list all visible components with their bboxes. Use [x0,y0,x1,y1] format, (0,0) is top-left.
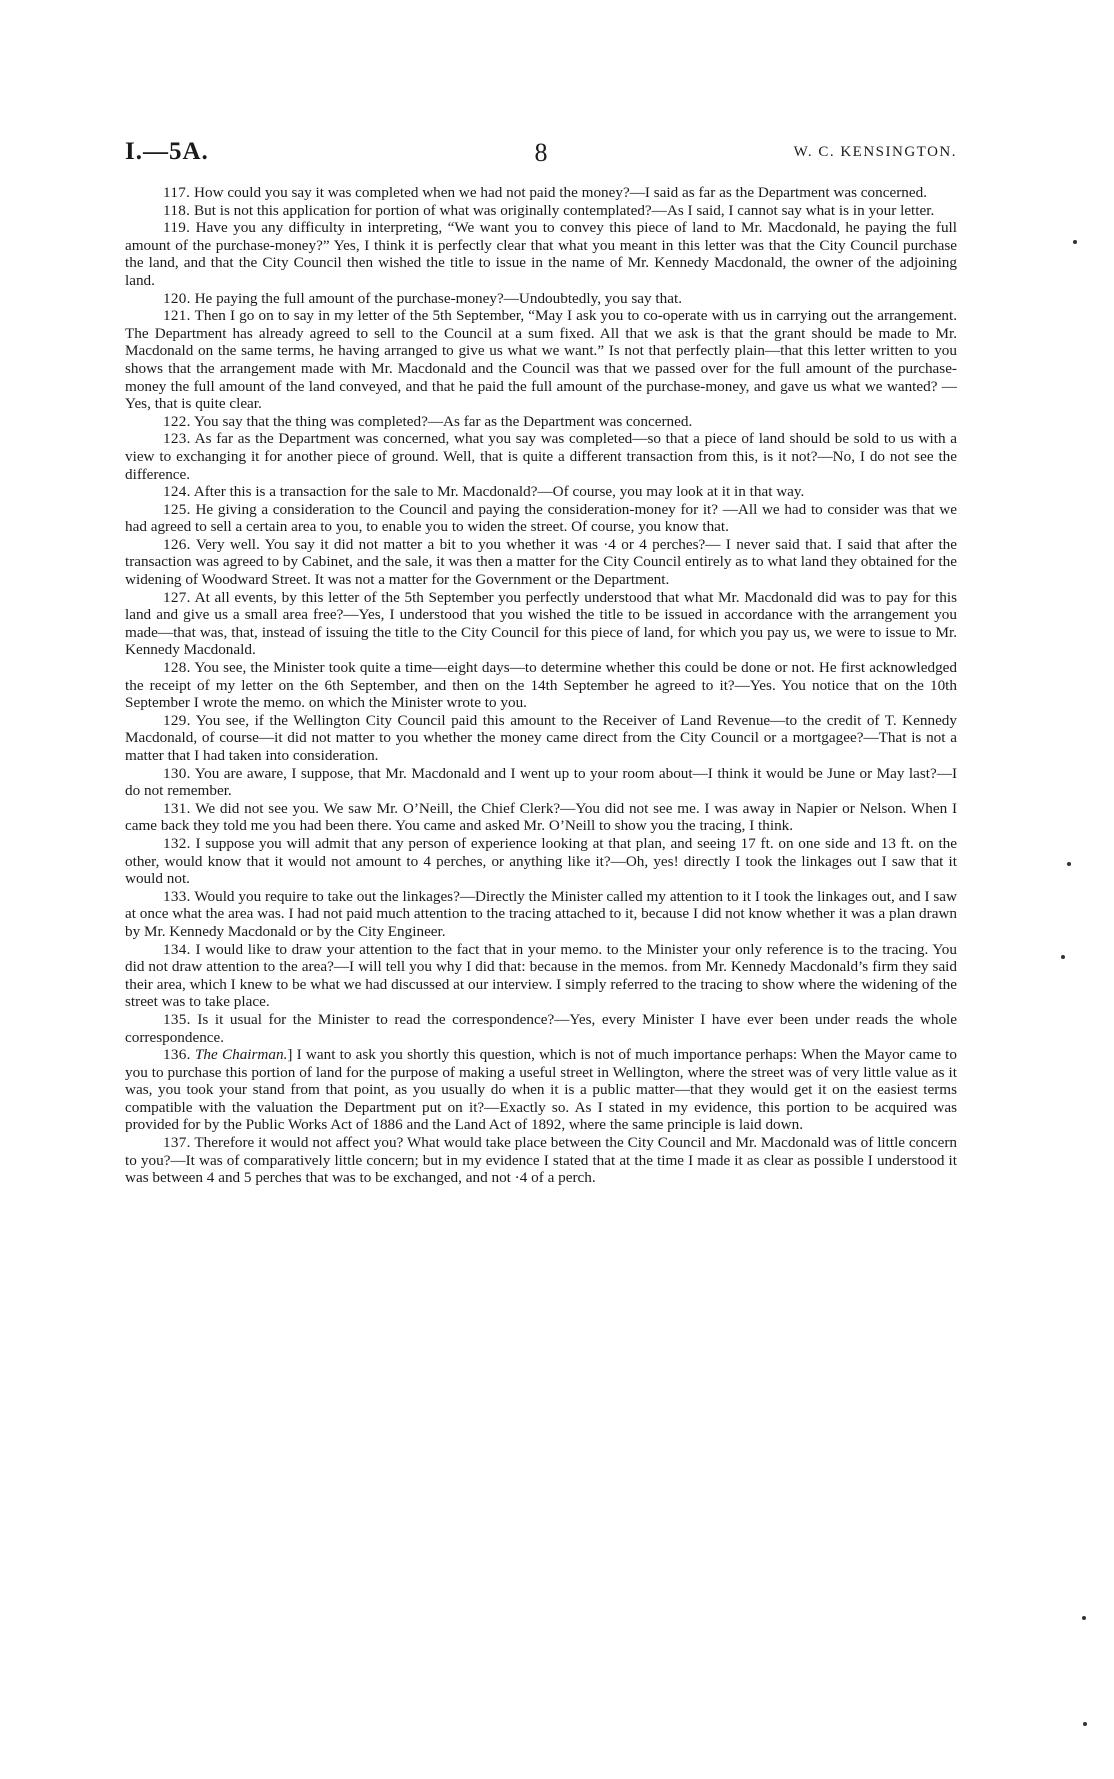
paragraph-text: He giving a consideration to the Council and paying the consideration-money for it? —All we had to consider was that we had agreed to sell a certain area to you, to enable you to widen the street. Of course, you know that. [125,500,958,536]
paragraph-number: 124. [163,483,191,501]
paragraph-number: 126. [163,535,191,553]
paragraph-number: 118. [163,201,191,219]
paragraph-text: I suppose you will admit that any person of experience looking at that plan, and seeing 17 ft. on one side and 13 ft. on the other, would know that it would not amount to 4 perches, or anything like it?—Oh, yes! directly I took the linkages out I saw that it would not. [125,834,957,888]
paragraph-number: 131. [163,799,191,817]
witness-name: W. C. KENSINGTON. [793,144,957,160]
paragraph-number: 134. [163,940,191,958]
paragraph-text: At all events, by this letter of the 5th September you perfectly understood that what Mr. Macdonald did was to pay for this land and give us a small area free?—Yes, I understood that you wished the title to be issued in accordance with the arrangement you made—that was, that, instead of issuing the title to the City Council for this piece of land, for which you pay us, we were to issue to Mr. Kennedy Macdonald. [125,588,957,659]
paragraph-number: 128. [163,659,191,677]
paragraph-118 [125,202,957,220]
paragraph-130 [125,765,957,800]
paragraph-text: We did not see you. We saw Mr. O’Neill, the Chief Clerk?—You did not see me. I was away in Napier or Nelson. When I came back they told me you had been there. You came and asked Mr. O’Neill to show you the tracing, I think. [125,799,958,835]
paragraph-text: Very well. You say it did not matter a bit to you whether it was ·4 or 4 perches?— I never said that. I said that after the transaction was agreed to by Cabinet, and the sale, it was then a matter for the City Council entirely as to what land they obtained for the widening of Woodward Street. It was not a matter for the Government or the Department. [125,535,958,589]
paragraph-number: 122. [163,412,191,430]
paragraph-text: ] I want to ask you shortly this question, which is not of much importance perhaps: When the Mayor came to you to purchase this portion of land for the purpose of making a useful street in Wellington, where the street was of very little value as it was, you took your stand from that point, as you usually do when it is a public matter—that they would get it on the easiest terms compatible with the valuation the Department put on it?—Exactly so. As I stated in my evidence, this portion to be acquired was provided for by the Public Works Act of 1886 and the Land Act of 1892, where the same principle is laid down. [125,1046,957,1134]
paragraph-number: 117. [163,184,191,201]
paragraph-number: 136. [163,1046,191,1064]
paragraph-number: 119. [163,219,191,237]
paragraph-117 [125,184,957,202]
paragraph-number: 130. [163,764,191,782]
paragraph-number: 120. [163,289,191,307]
paragraph-131 [125,800,957,835]
paragraph-text: Then I go on to say in my letter of the 5th September, “May I ask you to co-operate with us in carrying out the arrangement. The Department has already agreed to sell to the Council at a sum fixed. All that we ask is that the grant should be made to Mr. Macdonald on the same terms, he having arranged to give us what we want.” Is not that perfectly plain—that this letter written to you shows that the arrangement made with Mr. Macdonald and the Council was that we passed over for the full amount of the purchase-money the full amount of the land conveyed, and that he paid the full amount of the purchase-money, and gave us what we wanted? —Yes, that is quite clear. [125,307,957,413]
scan-speck [1067,862,1071,866]
paragraph-125 [125,501,957,536]
page-header [125,138,957,172]
scan-speck [1061,955,1065,959]
paragraph-text: As far as the Department was concerned, what you say was completed—so that a piece of land should be sold to us with a view to exchanging it for another piece of ground. Well, that is quite a different transaction from this, is it not?—No, I do not see the difference. [125,430,957,483]
paragraph-124 [125,483,957,501]
paragraph-127 [125,589,957,659]
paragraph-text: After this is a transaction for the sale to Mr. Macdonald?—Of course, you may look at it in that way. [193,483,805,501]
paragraph-number: 125. [163,500,191,518]
paragraph-text: Therefore it would not affect you? What would take place between the City Council and Mr. Macdonald was of little concern to you?—It was of comparatively little concern; but in my evidence I stated that at the time I made it as clear as possible I understood it was between 4 and 5 perches that was to be exchanged, and not ·4 of a perch. [125,1134,957,1187]
paragraph-122 [125,413,957,431]
paragraph-119 [125,219,957,289]
paragraph-134 [125,941,957,1011]
paragraph-text: He paying the full amount of the purchase-money?—Undoubtedly, you say that. [194,289,683,307]
paragraph-text: How could you say it was completed when we had not paid the money?—I said as far as the Department was concerned. [194,184,928,201]
paragraph-number: 133. [163,887,191,905]
paragraph-number: 127. [163,588,191,606]
paragraph-text: But is not this application for portion of what was originally contemplated?—As I said, I cannot say what is in your letter. [194,201,935,219]
paragraph-123 [125,430,957,483]
paragraph-text: Have you any difficulty in interpreting, “We want you to convey this piece of land to Mr. Macdonald, he paying the full amount of the purchase-money?” Yes, I think it is perfectly clear that what you meant in this letter was that the City Council purchase the land, and that the City Council then wished the title to issue in the name of Mr. Kennedy Macdonald, the owner of the adjoining land. [125,219,957,289]
scan-speck [1083,1722,1087,1726]
speaker-label: The Chairman. [194,1046,288,1064]
paragraph-132 [125,835,957,888]
paragraph-133 [125,888,957,941]
evidence-body [125,184,957,1187]
paragraph-136 [125,1046,957,1134]
paragraph-number: 135. [163,1010,191,1028]
paragraph-128 [125,659,957,712]
paragraph-number: 137. [163,1134,191,1152]
paragraph-text: I would like to draw your attention to the fact that in your memo. to the Minister your only reference is to the tracing. You did not draw attention to the area?—I will tell you why I did that: because in the memos. from Mr. Kennedy Macdonald’s firm they said their area, which I knew to be what we had discussed at our interview. I simply referred to the tracing to show where the widening of the street was to take place. [125,940,957,1011]
paragraph-number: 129. [163,711,191,729]
scan-speck [1082,1616,1086,1620]
paragraph-text: You see, the Minister took quite a time—eight days—to determine whether this could be done or not. He first acknowledged the receipt of my letter on the 6th September, and then on the 14th September he agreed to it?—Yes. You notice that on the 10th September I wrote the memo. on which the Minister wrote to you. [125,659,957,712]
paragraph-129 [125,712,957,765]
paragraph-text: You say that the thing was completed?—As far as the Department was concerned. [194,412,693,430]
paragraph-120 [125,290,957,308]
paper-reference: I.—5A. [125,138,209,165]
paragraph-text: Is it usual for the Minister to read the correspondence?—Yes, every Minister I have ever been under reads the whole correspondence. [125,1010,958,1046]
paragraph-number: 132. [163,834,191,852]
scan-speck [1073,240,1077,244]
paragraph-text: You are aware, I suppose, that Mr. Macdonald and I went up to your room about—I think it would be June or May last?—I do not remember. [125,764,958,800]
paragraph-number: 121. [163,307,191,325]
paragraph-121 [125,307,957,413]
paragraph-137 [125,1134,957,1187]
paragraph-135 [125,1011,957,1046]
paragraph-number: 123. [163,430,191,448]
page-number: 8 [534,138,548,167]
paragraph-126 [125,536,957,589]
paragraph-text: Would you require to take out the linkages?—Directly the Minister called my attention to it I took the linkages out, and I saw at once what the area was. I had not paid much attention to the tracing attached to it, because I did not know whether it was a plan drawn by Mr. Kennedy Macdonald or by the City Engineer. [125,887,957,940]
paragraph-text: You see, if the Wellington City Council paid this amount to the Receiver of Land Revenue—to the credit of T. Kennedy Macdonald, of course—it did not matter to you whether the money came direct from the City Council or a mortgagee?—That is not a matter that I had taken into consideration. [125,711,957,764]
